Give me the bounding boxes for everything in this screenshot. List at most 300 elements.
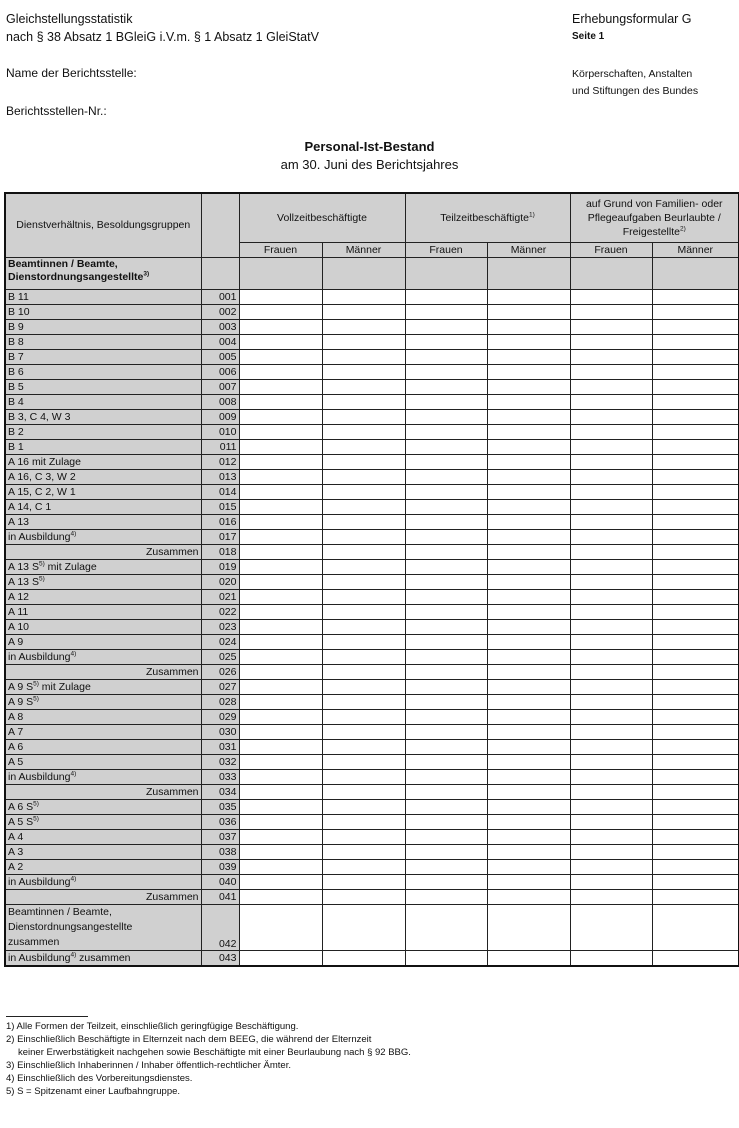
input-cell[interactable] xyxy=(487,559,570,574)
input-cell[interactable] xyxy=(652,754,739,769)
input-cell[interactable] xyxy=(239,559,322,574)
row-code: 040 xyxy=(201,874,239,889)
input-cell[interactable] xyxy=(239,409,322,424)
input-cell[interactable] xyxy=(652,334,739,349)
input-cell[interactable] xyxy=(322,889,405,904)
input-cell[interactable] xyxy=(570,679,652,694)
input-cell[interactable] xyxy=(487,889,570,904)
input-cell[interactable] xyxy=(322,814,405,829)
input-cell[interactable] xyxy=(570,349,652,364)
input-cell[interactable] xyxy=(570,874,652,889)
input-cell[interactable] xyxy=(570,469,652,484)
input-cell[interactable] xyxy=(487,724,570,739)
input-cell[interactable] xyxy=(239,304,322,319)
input-cell[interactable] xyxy=(652,784,739,799)
input-cell[interactable] xyxy=(405,709,487,724)
input-cell[interactable] xyxy=(487,529,570,544)
input-cell[interactable] xyxy=(239,574,322,589)
input-cell[interactable] xyxy=(487,784,570,799)
input-cell[interactable] xyxy=(239,889,322,904)
input-cell[interactable] xyxy=(322,304,405,319)
input-cell[interactable] xyxy=(652,829,739,844)
input-cell[interactable] xyxy=(570,379,652,394)
input-cell[interactable] xyxy=(322,454,405,469)
input-cell[interactable] xyxy=(487,950,570,966)
input-cell[interactable] xyxy=(322,844,405,859)
input-cell[interactable] xyxy=(405,874,487,889)
input-cell[interactable] xyxy=(652,724,739,739)
row-label: A 10 xyxy=(5,619,201,634)
input-cell[interactable] xyxy=(652,364,739,379)
input-cell[interactable] xyxy=(652,679,739,694)
input-cell[interactable] xyxy=(405,739,487,754)
input-cell[interactable] xyxy=(322,469,405,484)
input-cell[interactable] xyxy=(570,604,652,619)
input-cell[interactable] xyxy=(487,814,570,829)
input-cell[interactable] xyxy=(322,514,405,529)
input-cell[interactable] xyxy=(322,874,405,889)
section-header-cell xyxy=(652,257,739,289)
input-cell[interactable] xyxy=(405,304,487,319)
input-cell[interactable] xyxy=(322,424,405,439)
input-cell[interactable] xyxy=(322,439,405,454)
input-cell[interactable] xyxy=(570,724,652,739)
row-code: 031 xyxy=(201,739,239,754)
input-cell[interactable] xyxy=(322,574,405,589)
input-cell[interactable] xyxy=(652,514,739,529)
input-cell[interactable] xyxy=(652,904,739,950)
input-cell[interactable] xyxy=(570,694,652,709)
input-cell[interactable] xyxy=(487,349,570,364)
input-cell[interactable] xyxy=(570,664,652,679)
input-cell[interactable] xyxy=(322,859,405,874)
input-cell[interactable] xyxy=(487,454,570,469)
row-label: A 16 mit Zulage xyxy=(5,454,201,469)
input-cell[interactable] xyxy=(570,514,652,529)
input-cell[interactable] xyxy=(652,589,739,604)
col-header-main: Dienstverhältnis, Besoldungsgruppen xyxy=(5,193,201,257)
input-cell[interactable] xyxy=(239,349,322,364)
input-cell[interactable] xyxy=(570,784,652,799)
input-cell[interactable] xyxy=(652,319,739,334)
input-cell[interactable] xyxy=(239,484,322,499)
input-cell[interactable] xyxy=(405,814,487,829)
input-cell[interactable] xyxy=(487,604,570,619)
input-cell[interactable] xyxy=(239,739,322,754)
row-code: 001 xyxy=(201,289,239,304)
input-cell[interactable] xyxy=(570,829,652,844)
input-cell[interactable] xyxy=(239,649,322,664)
input-cell[interactable] xyxy=(322,724,405,739)
input-cell[interactable] xyxy=(570,394,652,409)
input-cell[interactable] xyxy=(405,559,487,574)
input-cell[interactable] xyxy=(322,334,405,349)
input-cell[interactable] xyxy=(570,529,652,544)
input-cell[interactable] xyxy=(322,604,405,619)
input-cell[interactable] xyxy=(405,514,487,529)
input-cell[interactable] xyxy=(239,679,322,694)
grand-total-label: Beamtinnen / Beamte, Dienstordnungsangestellte zusammen xyxy=(5,904,201,950)
input-cell[interactable] xyxy=(652,889,739,904)
section-header-code xyxy=(201,257,239,289)
row-label: Zusammen xyxy=(5,784,201,799)
input-cell[interactable] xyxy=(322,829,405,844)
input-cell[interactable] xyxy=(405,439,487,454)
input-cell[interactable] xyxy=(405,529,487,544)
row-code: 038 xyxy=(201,844,239,859)
input-cell[interactable] xyxy=(322,679,405,694)
input-cell[interactable] xyxy=(652,950,739,966)
input-cell[interactable] xyxy=(405,544,487,559)
input-cell[interactable] xyxy=(239,634,322,649)
input-cell[interactable] xyxy=(652,304,739,319)
input-cell[interactable] xyxy=(570,889,652,904)
input-cell[interactable] xyxy=(405,454,487,469)
input-cell[interactable] xyxy=(239,499,322,514)
input-cell[interactable] xyxy=(487,874,570,889)
input-cell[interactable] xyxy=(487,679,570,694)
input-cell[interactable] xyxy=(487,649,570,664)
input-cell[interactable] xyxy=(322,754,405,769)
input-cell[interactable] xyxy=(487,424,570,439)
input-cell[interactable] xyxy=(652,814,739,829)
input-cell[interactable] xyxy=(652,619,739,634)
row-label: B 5 xyxy=(5,379,201,394)
input-cell[interactable] xyxy=(570,499,652,514)
row-code: 012 xyxy=(201,454,239,469)
input-cell[interactable] xyxy=(239,814,322,829)
input-cell[interactable] xyxy=(487,664,570,679)
input-cell[interactable] xyxy=(239,950,322,966)
input-cell[interactable] xyxy=(405,364,487,379)
issuer-line-2: und Stiftungen des Bundes xyxy=(572,85,699,97)
input-cell[interactable] xyxy=(405,289,487,304)
input-cell[interactable] xyxy=(487,754,570,769)
input-cell[interactable] xyxy=(239,514,322,529)
input-cell[interactable] xyxy=(652,379,739,394)
input-cell[interactable] xyxy=(487,904,570,950)
input-cell[interactable] xyxy=(570,574,652,589)
row-code: 013 xyxy=(201,469,239,484)
input-cell[interactable] xyxy=(239,289,322,304)
input-cell[interactable] xyxy=(239,379,322,394)
input-cell[interactable] xyxy=(652,574,739,589)
input-cell[interactable] xyxy=(652,439,739,454)
input-cell[interactable] xyxy=(239,709,322,724)
input-cell[interactable] xyxy=(570,484,652,499)
input-cell[interactable] xyxy=(570,589,652,604)
input-cell[interactable] xyxy=(570,334,652,349)
input-cell[interactable] xyxy=(239,754,322,769)
input-cell[interactable] xyxy=(487,574,570,589)
input-cell[interactable] xyxy=(405,904,487,950)
input-cell[interactable] xyxy=(405,589,487,604)
row-code: 019 xyxy=(201,559,239,574)
input-cell[interactable] xyxy=(239,364,322,379)
row-code: 014 xyxy=(201,484,239,499)
input-cell[interactable] xyxy=(322,649,405,664)
row-label: A 7 xyxy=(5,724,201,739)
input-cell[interactable] xyxy=(570,409,652,424)
input-cell[interactable] xyxy=(487,469,570,484)
input-cell[interactable] xyxy=(652,664,739,679)
input-cell[interactable] xyxy=(239,529,322,544)
input-cell[interactable] xyxy=(652,559,739,574)
input-cell[interactable] xyxy=(487,304,570,319)
input-cell[interactable] xyxy=(570,619,652,634)
input-cell[interactable] xyxy=(322,319,405,334)
input-cell[interactable] xyxy=(652,544,739,559)
row-label: B 9 xyxy=(5,319,201,334)
row-label: in Ausbildung$^{4)}$ xyxy=(5,649,201,664)
input-cell[interactable] xyxy=(405,409,487,424)
input-cell[interactable] xyxy=(405,844,487,859)
input-cell[interactable] xyxy=(405,769,487,784)
input-cell[interactable] xyxy=(652,874,739,889)
input-cell[interactable] xyxy=(322,709,405,724)
input-cell[interactable] xyxy=(322,784,405,799)
input-cell[interactable] xyxy=(652,424,739,439)
input-cell[interactable] xyxy=(239,724,322,739)
row-label: B 7 xyxy=(5,349,201,364)
input-cell[interactable] xyxy=(652,394,739,409)
input-cell[interactable] xyxy=(405,694,487,709)
input-cell[interactable] xyxy=(487,544,570,559)
input-cell[interactable] xyxy=(239,769,322,784)
row-label: A 11 xyxy=(5,604,201,619)
input-cell[interactable] xyxy=(570,844,652,859)
input-cell[interactable] xyxy=(322,379,405,394)
input-cell[interactable] xyxy=(570,424,652,439)
input-cell[interactable] xyxy=(405,319,487,334)
input-cell[interactable] xyxy=(652,349,739,364)
input-cell[interactable] xyxy=(405,664,487,679)
input-cell[interactable] xyxy=(570,799,652,814)
input-cell[interactable] xyxy=(239,844,322,859)
input-cell[interactable] xyxy=(239,829,322,844)
input-cell[interactable] xyxy=(322,394,405,409)
input-cell[interactable] xyxy=(322,499,405,514)
input-cell[interactable] xyxy=(239,394,322,409)
input-cell[interactable] xyxy=(405,829,487,844)
input-cell[interactable] xyxy=(652,529,739,544)
input-cell[interactable] xyxy=(652,799,739,814)
grand-total-row xyxy=(5,904,739,950)
input-cell[interactable] xyxy=(405,859,487,874)
input-cell[interactable] xyxy=(405,604,487,619)
input-cell[interactable] xyxy=(322,529,405,544)
input-cell[interactable] xyxy=(239,439,322,454)
input-cell[interactable] xyxy=(487,709,570,724)
input-cell[interactable] xyxy=(487,634,570,649)
input-cell[interactable] xyxy=(487,739,570,754)
input-cell[interactable] xyxy=(405,379,487,394)
input-cell[interactable] xyxy=(322,484,405,499)
input-cell[interactable] xyxy=(405,469,487,484)
input-cell[interactable] xyxy=(405,634,487,649)
input-cell[interactable] xyxy=(570,709,652,724)
input-cell[interactable] xyxy=(570,634,652,649)
input-cell[interactable] xyxy=(570,559,652,574)
input-cell[interactable] xyxy=(405,754,487,769)
input-cell[interactable] xyxy=(322,364,405,379)
input-cell[interactable] xyxy=(652,709,739,724)
input-cell[interactable] xyxy=(239,334,322,349)
table-row xyxy=(5,799,739,814)
table-row xyxy=(5,724,739,739)
row-label: B 8 xyxy=(5,334,201,349)
table-title-date: am 30. Juni des Berichtsjahres xyxy=(280,157,459,172)
input-cell[interactable] xyxy=(405,574,487,589)
input-cell[interactable] xyxy=(405,334,487,349)
input-cell[interactable] xyxy=(405,724,487,739)
input-cell[interactable] xyxy=(487,844,570,859)
footnote-2: 2) Einschließlich Beschäftigte in Elternzeit nach dem BEEG, die während der Elternzeit xyxy=(6,1034,372,1045)
input-cell[interactable] xyxy=(487,439,570,454)
input-cell[interactable] xyxy=(322,289,405,304)
input-cell[interactable] xyxy=(570,649,652,664)
input-cell[interactable] xyxy=(322,409,405,424)
input-cell[interactable] xyxy=(487,829,570,844)
input-cell[interactable] xyxy=(652,739,739,754)
input-cell[interactable] xyxy=(239,859,322,874)
input-cell[interactable] xyxy=(652,694,739,709)
input-cell[interactable] xyxy=(652,634,739,649)
input-cell[interactable] xyxy=(652,649,739,664)
input-cell[interactable] xyxy=(322,904,405,950)
input-cell[interactable] xyxy=(239,619,322,634)
input-cell[interactable] xyxy=(487,694,570,709)
input-cell[interactable] xyxy=(239,784,322,799)
input-cell[interactable] xyxy=(239,319,322,334)
table-row xyxy=(5,634,739,649)
input-cell[interactable] xyxy=(570,319,652,334)
input-cell[interactable] xyxy=(322,769,405,784)
input-cell[interactable] xyxy=(239,469,322,484)
input-cell[interactable] xyxy=(405,679,487,694)
input-cell[interactable] xyxy=(322,559,405,574)
table-row xyxy=(5,694,739,709)
input-cell[interactable] xyxy=(487,289,570,304)
input-cell[interactable] xyxy=(405,799,487,814)
input-cell[interactable] xyxy=(405,424,487,439)
input-cell[interactable] xyxy=(239,424,322,439)
input-cell[interactable] xyxy=(239,904,322,950)
input-cell[interactable] xyxy=(487,589,570,604)
input-cell[interactable] xyxy=(487,769,570,784)
input-cell[interactable] xyxy=(239,589,322,604)
input-cell[interactable] xyxy=(570,754,652,769)
input-cell[interactable] xyxy=(652,409,739,424)
input-cell[interactable] xyxy=(322,349,405,364)
input-cell[interactable] xyxy=(405,394,487,409)
table-row xyxy=(5,289,739,304)
input-cell[interactable] xyxy=(239,694,322,709)
input-cell[interactable] xyxy=(570,544,652,559)
row-code: 027 xyxy=(201,679,239,694)
input-cell[interactable] xyxy=(322,664,405,679)
input-cell[interactable] xyxy=(239,799,322,814)
input-cell[interactable] xyxy=(570,289,652,304)
row-label: A 14, C 1 xyxy=(5,499,201,514)
input-cell[interactable] xyxy=(487,799,570,814)
input-cell[interactable] xyxy=(322,799,405,814)
input-cell[interactable] xyxy=(405,349,487,364)
input-cell[interactable] xyxy=(322,589,405,604)
input-cell[interactable] xyxy=(405,950,487,966)
input-cell[interactable] xyxy=(487,859,570,874)
input-cell[interactable] xyxy=(405,784,487,799)
input-cell[interactable] xyxy=(652,499,739,514)
input-cell[interactable] xyxy=(322,950,405,966)
input-cell[interactable] xyxy=(570,739,652,754)
input-cell[interactable] xyxy=(487,619,570,634)
footnote-divider xyxy=(6,1016,88,1017)
table-title xyxy=(0,138,739,174)
input-cell[interactable] xyxy=(652,844,739,859)
input-cell[interactable] xyxy=(239,604,322,619)
input-cell[interactable] xyxy=(487,379,570,394)
input-cell[interactable] xyxy=(487,514,570,529)
row-label: Zusammen xyxy=(5,544,201,559)
input-cell[interactable] xyxy=(405,649,487,664)
input-cell[interactable] xyxy=(652,604,739,619)
input-cell[interactable] xyxy=(570,859,652,874)
input-cell[interactable] xyxy=(487,319,570,334)
input-cell[interactable] xyxy=(322,694,405,709)
input-cell[interactable] xyxy=(652,289,739,304)
input-cell[interactable] xyxy=(487,364,570,379)
input-cell[interactable] xyxy=(405,499,487,514)
input-cell[interactable] xyxy=(487,394,570,409)
row-code: 023 xyxy=(201,619,239,634)
input-cell[interactable] xyxy=(570,814,652,829)
input-cell[interactable] xyxy=(570,769,652,784)
input-cell[interactable] xyxy=(322,619,405,634)
reporting-number-label: Berichtsstellen-Nr.: xyxy=(6,104,107,118)
input-cell[interactable] xyxy=(652,454,739,469)
input-cell[interactable] xyxy=(487,409,570,424)
input-cell[interactable] xyxy=(652,859,739,874)
input-cell[interactable] xyxy=(239,874,322,889)
input-cell[interactable] xyxy=(652,769,739,784)
input-cell[interactable] xyxy=(239,664,322,679)
input-cell[interactable] xyxy=(239,454,322,469)
input-cell[interactable] xyxy=(239,544,322,559)
input-cell[interactable] xyxy=(405,889,487,904)
input-cell[interactable] xyxy=(322,634,405,649)
input-cell[interactable] xyxy=(570,304,652,319)
input-cell[interactable] xyxy=(570,454,652,469)
section-header-row xyxy=(5,257,739,289)
input-cell[interactable] xyxy=(652,484,739,499)
issuer-line-1: Körperschaften, Anstalten xyxy=(572,68,693,80)
input-cell[interactable] xyxy=(322,544,405,559)
input-cell[interactable] xyxy=(487,499,570,514)
input-cell[interactable] xyxy=(487,334,570,349)
section-header-label: Beamtinnen / Beamte, Dienstordnungsangestellte$^{3)}$ xyxy=(5,257,201,289)
input-cell[interactable] xyxy=(322,739,405,754)
input-cell[interactable] xyxy=(570,950,652,966)
input-cell[interactable] xyxy=(570,904,652,950)
input-cell[interactable] xyxy=(405,484,487,499)
input-cell[interactable] xyxy=(487,484,570,499)
input-cell[interactable] xyxy=(570,364,652,379)
input-cell[interactable] xyxy=(405,619,487,634)
input-cell[interactable] xyxy=(652,469,739,484)
table-row xyxy=(5,844,739,859)
input-cell[interactable] xyxy=(570,439,652,454)
